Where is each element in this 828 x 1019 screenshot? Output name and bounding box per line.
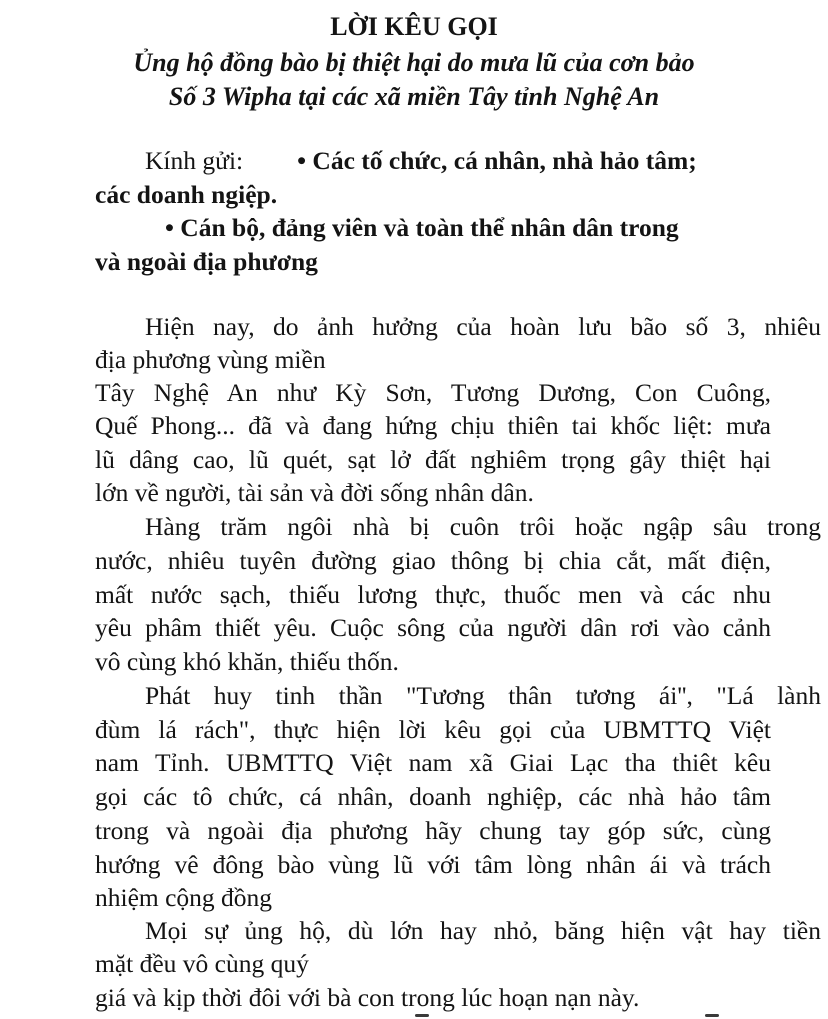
paragraph-3-line-6: hướng vê đông bào vùng lũ với tâm lòng nhân ái và trách [95,850,771,879]
subtitle-line-2: Số 3 Wipha tại các xã miền Tây tỉnh Nghệ An [168,82,660,111]
recipients-label: Kính gửi: [145,146,244,175]
paragraph-4-line-3: giá và kịp thời đôi với bà con trong lúc hoạn nạn này. [95,983,640,1012]
paragraph-2-line-3: mất nước sạch, thiếu lương thực, thuốc men và các nhu [95,580,771,609]
paragraph-3-line-2: đùm lá rách", thực hiện lời kêu gọi của UBMTTQ Việt [95,715,771,744]
recipient-item-1-cont: các doanh ngiệp. [95,180,278,209]
paragraph-2-line-2: nước, nhiêu tuyên đường giao thông bị chia cắt, mất điện, [95,546,771,575]
paragraph-4-line-1: Mọi sự ủng hộ, dù lớn hay nhỏ, băng hiện vật hay tiền [145,916,821,945]
paragraph-2-line-4: yêu phâm thiết yêu. Cuộc sông của người dân rơi vào cảnh [95,613,771,642]
paragraph-1-line-4: Quế Phong... đã và đang hứng chịu thiên tai khốc liệt: mưa [95,411,771,440]
recipient-item-1: • Các tố chức, cá nhân, nhà hảo tâm; [297,146,697,175]
recipients-line-1 [95,144,771,178]
paragraph-4-line-2: mặt đều vô cùng quý [95,949,309,978]
recipient-item-2-cont: và ngoài địa phương [95,247,318,276]
paragraph-1-line-6: lớn về người, tài sản và đời sống nhân dân. [95,478,534,507]
subtitle-line-1: Ủng hộ đồng bào bị thiệt hại do mưa lũ của cơn bảo [133,48,695,77]
paragraph-3-line-4: gọi các tô chức, cá nhân, doanh nghiệp, các nhà hảo tâm [95,782,771,811]
document-subtitle [0,46,828,114]
paragraph-1-line-2: địa phương vùng miền [95,345,326,374]
paragraph-3-line-1: Phát huy tinh thần "Tương thân tương ái'', "Lá lành [145,681,821,710]
paragraph-3-line-7: nhiệm cộng đồng [95,883,273,912]
paragraph-1-line-3: Tây Nghệ An như Kỳ Sơn, Tương Dương, Con Cuông, [95,378,771,407]
paragraph-1-line-1: Hiện nay, do ảnh hưởng của hoàn lưu bão số 3, nhiêu [145,312,821,341]
recipient-item-2: • Cán bộ, đảng viên và toàn thể nhân dân trong [165,213,679,242]
paragraph-2-line-5: vô cùng khó khăn, thiếu thốn. [95,647,399,676]
paragraph-3-line-5: trong và ngoài địa phương hãy chung tay góp sức, cùng [95,816,771,845]
paragraph-2-line-1: Hàng trăm ngôi nhà bị cuôn trôi hoặc ngập sâu trong [145,512,821,541]
document-title: LỜI KÊU GỌI [330,12,498,41]
cut-off-line-fragment [95,1012,771,1019]
paragraph-1-line-5: lũ dâng cao, lũ quét, sạt lở đất nghiêm trọng gây thiệt hại [95,445,771,474]
paragraph-3-line-3: nam Tỉnh. UBMTTQ Việt nam xã Giai Lạc tha thiêt kêu [95,748,771,777]
